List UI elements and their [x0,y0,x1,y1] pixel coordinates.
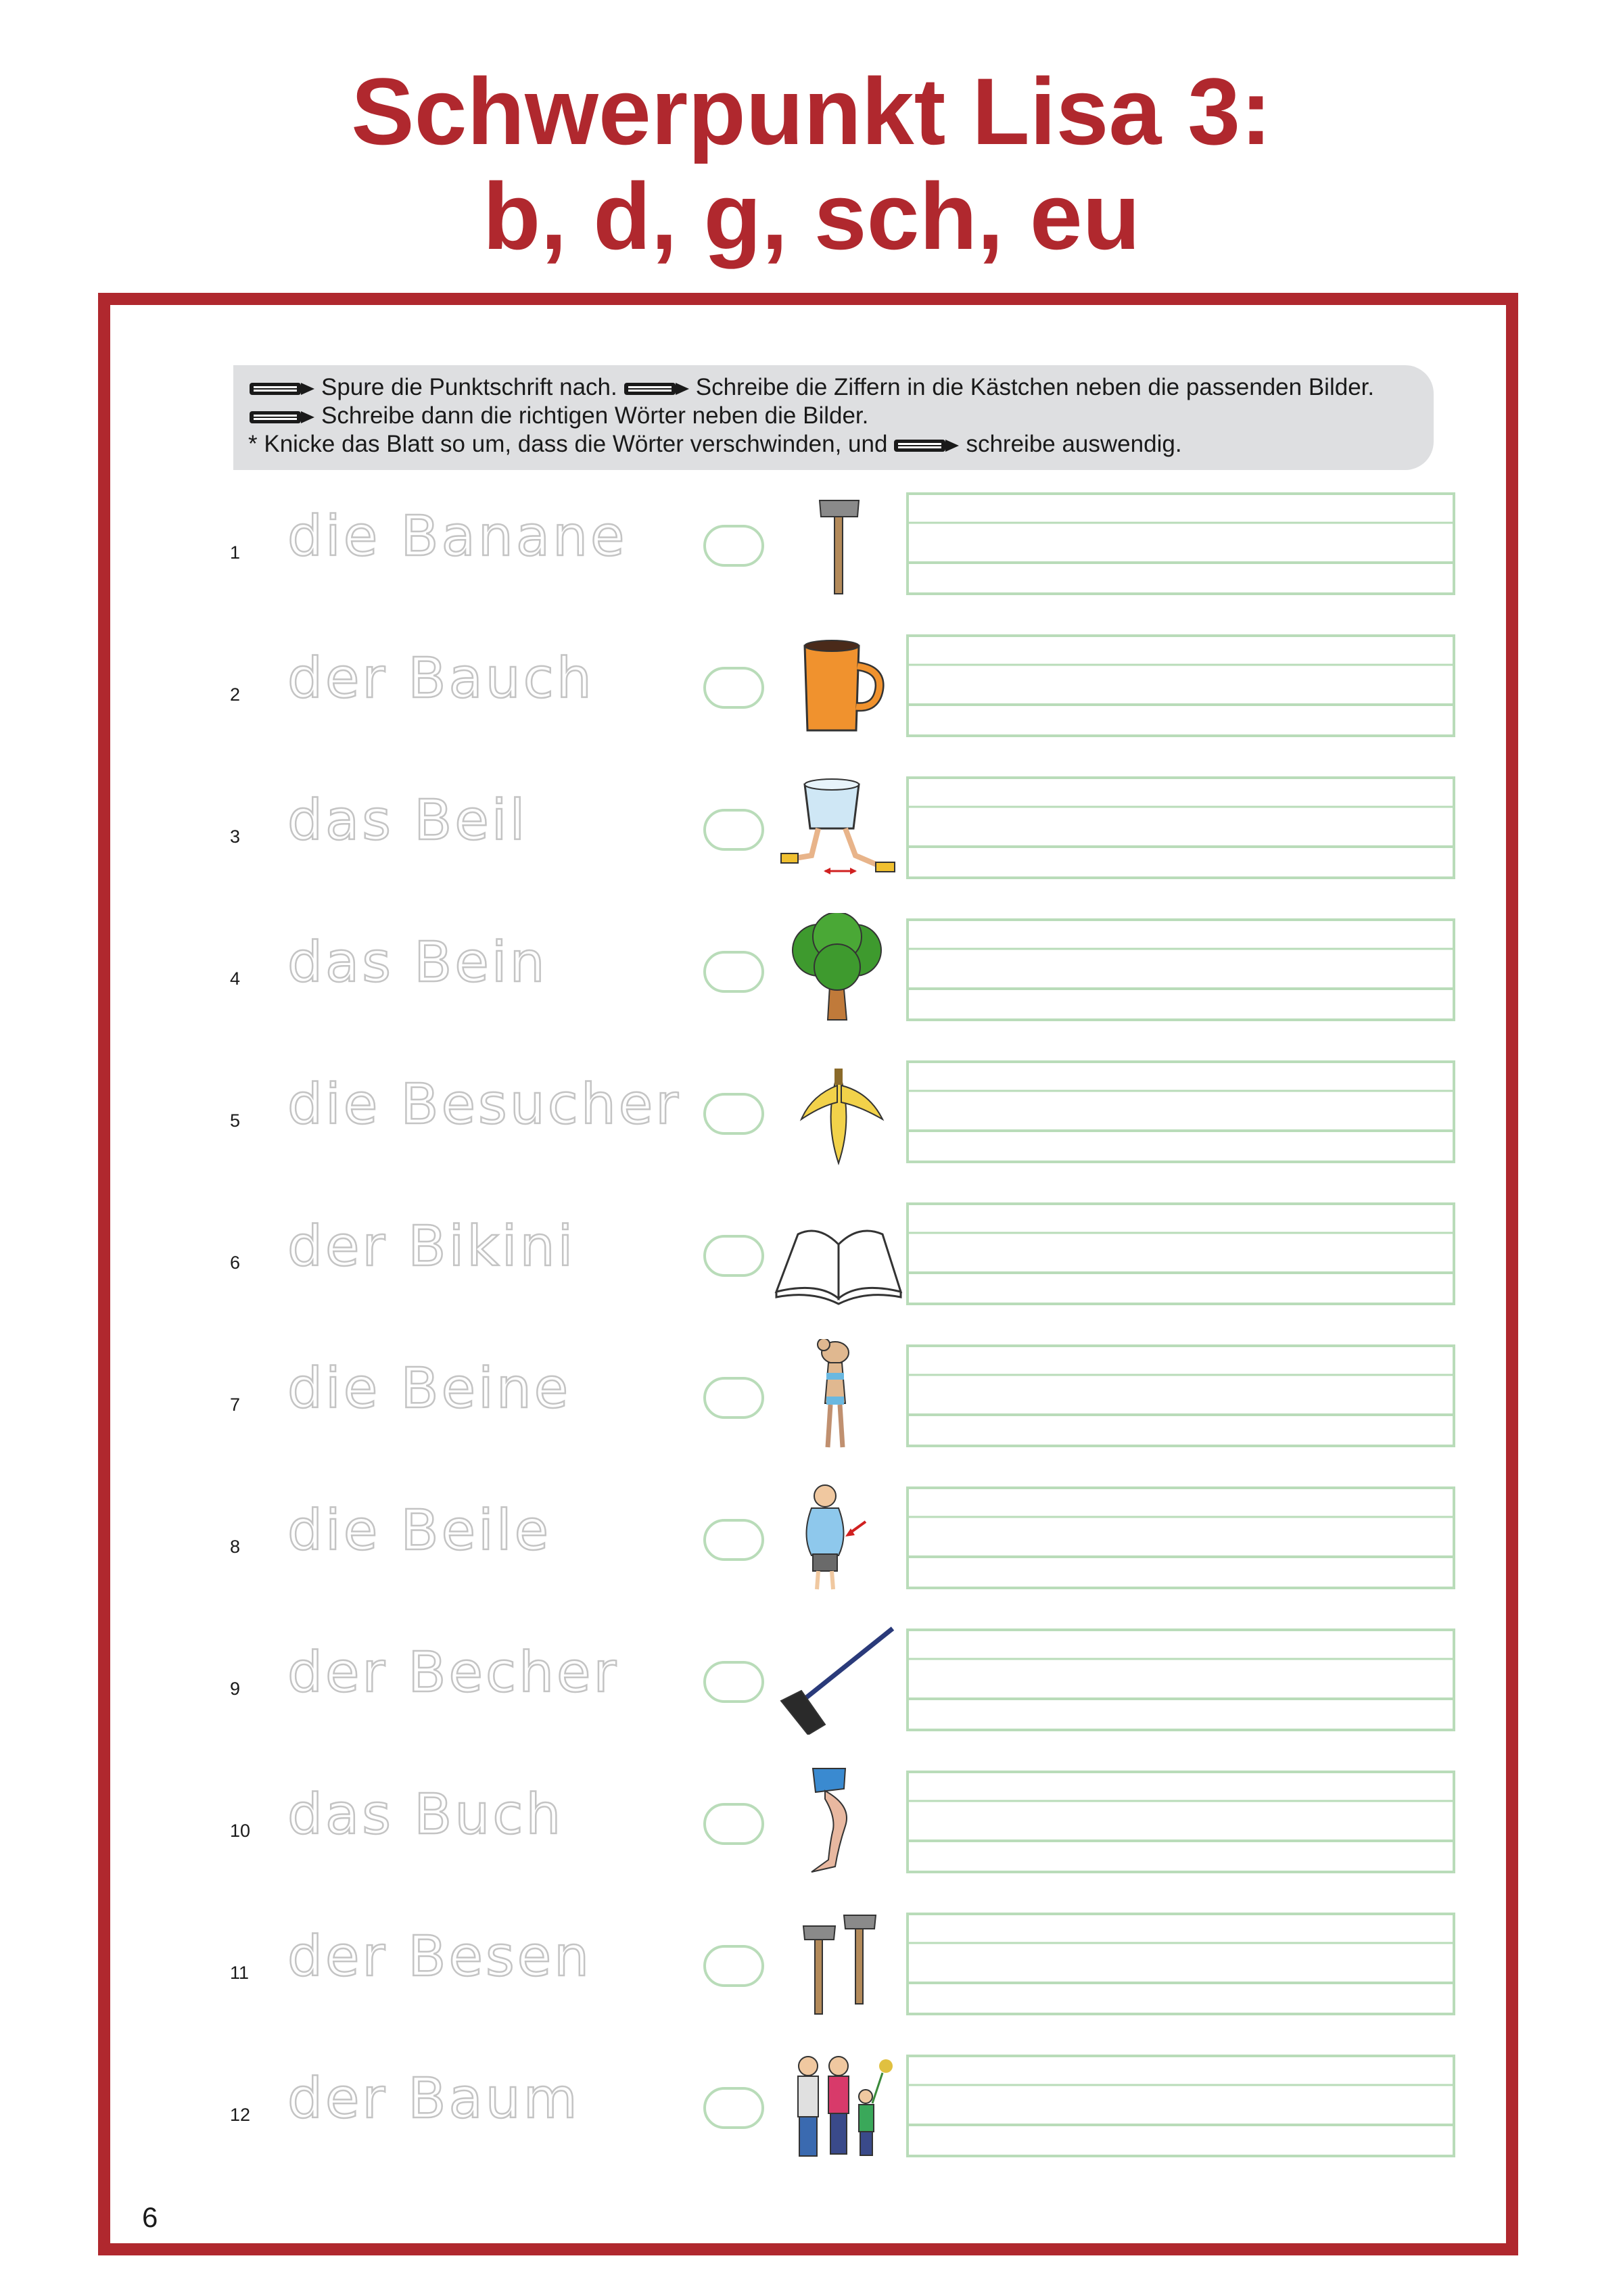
tracing-word: der Besen [287,1925,592,1989]
number-box[interactable] [703,1093,764,1135]
number-box[interactable] [703,1235,764,1277]
exercise-row [0,634,1623,736]
writing-lines[interactable] [906,492,1455,595]
number-box[interactable] [703,1377,764,1419]
book-icon [771,1197,906,1309]
pencil-icon [248,380,316,398]
tracing-word: der Bikini [287,1215,576,1279]
writing-lines[interactable] [906,1060,1455,1163]
row-number: 7 [230,1395,241,1415]
row-number: 4 [230,968,241,989]
exercise-row [0,1060,1623,1162]
instruction-write: Schreibe dann die richtigen Wörter neben die Bilder. [321,402,869,429]
page-number: 6 [142,2201,158,2233]
two-axes-icon [771,1907,906,2019]
row-number: 3 [230,826,241,847]
writing-lines[interactable] [906,634,1455,737]
number-box[interactable] [703,1519,764,1561]
writing-lines[interactable] [906,1344,1455,1447]
exercise-row [0,492,1623,594]
number-box[interactable] [703,809,764,851]
pencil-icon [623,380,690,398]
leg-icon [771,1765,906,1877]
writing-lines[interactable] [906,1202,1455,1305]
instruction-memory: schreibe auswendig. [966,431,1182,457]
axe-icon [771,487,906,599]
exercise-row [0,1771,1623,1872]
row-number: 8 [230,1537,241,1557]
banana-icon [771,1055,906,1167]
tracing-word: die Besucher [287,1073,681,1137]
writing-lines[interactable] [906,2055,1455,2157]
row-number: 1 [230,542,241,563]
writing-lines[interactable] [906,1913,1455,2015]
exercise-row [0,776,1623,878]
row-number: 2 [230,684,241,705]
exercise-row [0,918,1623,1020]
number-box[interactable] [703,951,764,993]
writing-lines[interactable] [906,918,1455,1021]
writing-lines[interactable] [906,1771,1455,1873]
number-box[interactable] [703,525,764,567]
exercise-row [0,1486,1623,1588]
man-belly-icon [771,1481,906,1593]
pencil-icon [248,408,316,426]
mug-icon [771,629,906,741]
number-box[interactable] [703,667,764,709]
row-number: 11 [230,1963,250,1983]
page-title-line1: Schwerpunkt Lisa 3: [351,58,1272,164]
tracing-word: die Beine [287,1357,571,1421]
instruction-box [233,365,1434,470]
tracing-word: der Becher [287,1641,619,1705]
row-number: 9 [230,1679,241,1699]
visitors-icon [771,2049,906,2161]
row-number: 10 [230,1821,251,1841]
row-number: 12 [230,2105,251,2125]
broom-icon [771,1623,906,1735]
page-title-line2: b, d, g, sch, eu [482,163,1141,269]
exercise-row [0,1913,1623,2014]
mouse-in-bikini-icon [771,1339,906,1451]
running-bucket-icon [771,771,906,883]
tracing-word: das Buch [287,1783,564,1847]
number-box[interactable] [703,2087,764,2129]
tracing-word: das Beil [287,789,528,853]
exercise-row [0,1629,1623,1730]
tracing-word: das Bein [287,931,548,995]
writing-lines[interactable] [906,1486,1455,1589]
instruction-fold: * Knicke das Blatt so um, dass die Wörter verschwinden, und [248,431,888,457]
tracing-word: der Baum [287,2067,580,2131]
tree-icon [771,913,906,1025]
tracing-word: die Banane [287,505,628,569]
number-box[interactable] [703,1945,764,1987]
exercise-row [0,1344,1623,1446]
row-number: 6 [230,1252,241,1273]
tracing-word: die Beile [287,1499,552,1563]
exercise-row [0,1202,1623,1304]
row-number: 5 [230,1110,241,1131]
exercise-row [0,2055,1623,2156]
pencil-icon [893,437,960,454]
instruction-numbers: Schreibe die Ziffern in die Kästchen neben die passenden Bilder. [695,374,1375,400]
number-box[interactable] [703,1803,764,1845]
writing-lines[interactable] [906,1629,1455,1731]
number-box[interactable] [703,1661,764,1703]
writing-lines[interactable] [906,776,1455,879]
instruction-trace: Spure die Punktschrift nach. [321,374,617,400]
tracing-word: der Bauch [287,647,594,711]
